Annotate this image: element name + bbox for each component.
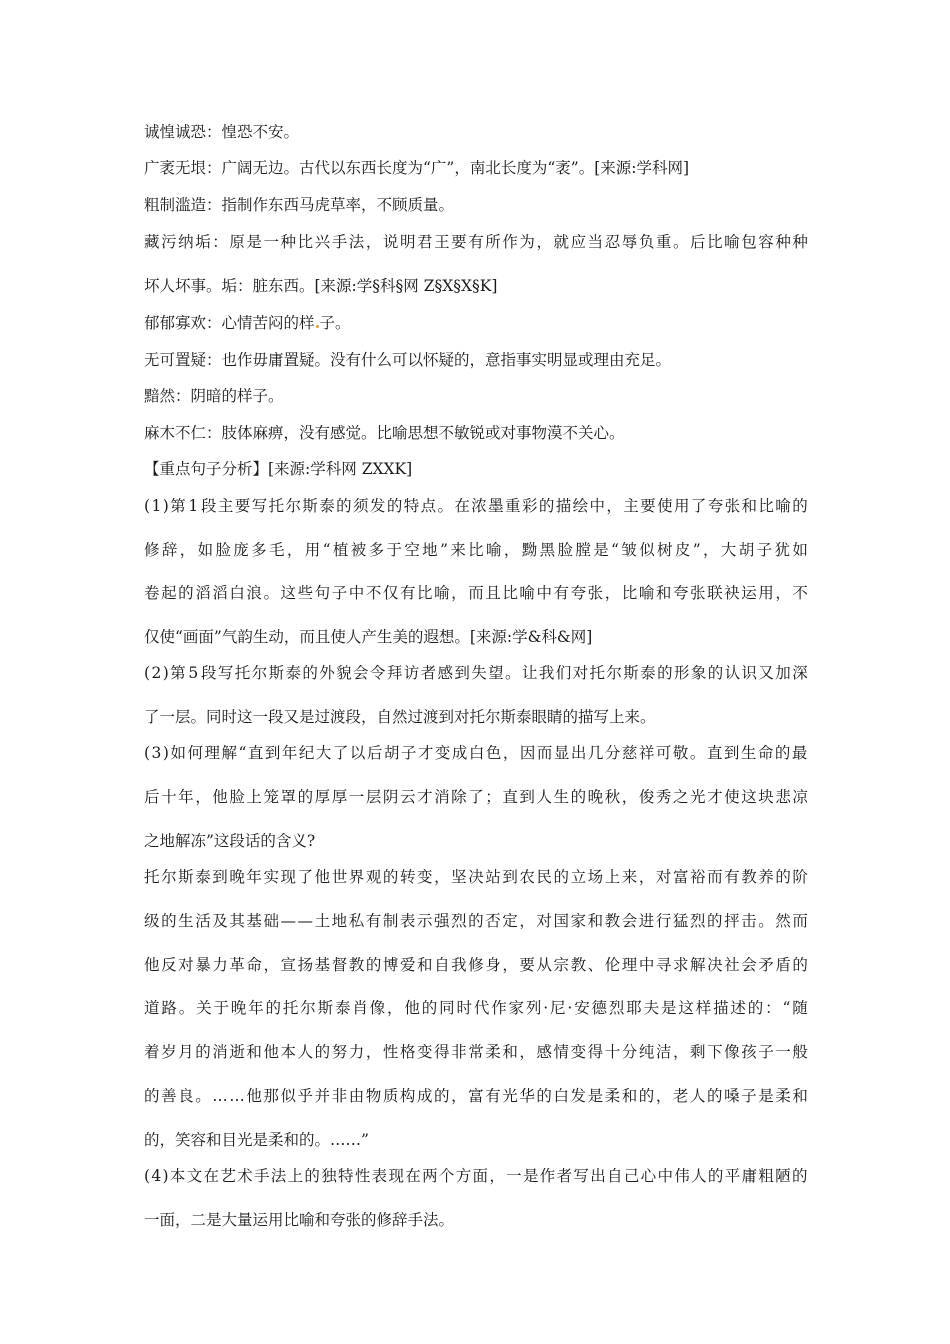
text-line: 诚惶诚恐：惶恐不安。 (144, 123, 300, 141)
text-line (144, 313, 351, 333)
text-line: 广袤无垠：广阔无边。古代以东西长度为“广”，南北长度为“袤”。[来源:学科网] (144, 159, 690, 177)
text-line: 道 路 。 关 于 晚 年 的 托 尔 斯 泰 肖 像 ， 他 的 同 时 代 作 家 列 · 尼 · 安 德 烈 耶 夫 是 这 样 描 述 的 ： “ 随 (144, 999, 808, 1017)
text-line: 卷 起 的 滔 滔 白 浪 。 这 些 句 子 中 不 仅 有 比 喻 ， 而 且 比 喻 中 有 夸 张 ， 比 喻 和 夸 张 联 袂 运 用 ， 不 (144, 584, 808, 602)
text-line: 【重点句子分析】[来源:学科网 ZXXK] (144, 460, 413, 478)
text-line: 粗制滥造：指制作东西马虎草率，不顾质量。 (144, 196, 455, 214)
text-line: ( 3 ) 如 何 理 解 “ 直 到 年 纪 大 了 以 后 胡 子 才 变 成 白 色 ， 因 而 显 出 几 分 慈 祥 可 敬 。 直 到 生 命 的 最 (144, 744, 808, 762)
text-line: 仅使“画面”气韵生动，而且使人产生美的遐想。[来源:学&科&网] (144, 628, 593, 646)
text-line: 他 反 对 暴 力 革 命 ， 宣 扬 基 督 教 的 博 爱 和 自 我 修 身 ， 要 从 宗 教 、 伦 理 中 寻 求 解 决 社 会 矛 盾 的 (144, 956, 808, 974)
text-line: 麻木不仁：肢体麻痹，没有感觉。比喻思想不敏锐或对事物漠不关心。 (144, 424, 625, 442)
text-line: 的，笑容和目光是柔和的。……” (144, 1131, 369, 1149)
text-fragment: 子。 (319, 314, 351, 332)
text-line: 之地解冻”这段话的含义? (144, 832, 316, 850)
text-line: 着 岁 月 的 消 逝 和 他 本 人 的 努 力 ， 性 格 变 得 非 常 柔 和 ， 感 情 变 得 十 分 纯 洁 ， 剩 下 像 孩 子 一 般 (144, 1043, 808, 1061)
text-line: ( 2 ) 第 5 段 写 托 尔 斯 泰 的 外 貌 会 令 拜 访 者 感 到 失 望 。 让 我 们 对 托 尔 斯 泰 的 形 象 的 认 识 又 加 深 (144, 664, 808, 682)
text-line: 了一层。同时这一段又是过渡段，自然过渡到对托尔斯泰眼睛的描写上来。 (144, 708, 656, 726)
dot-mark-icon (316, 325, 319, 328)
text-line: 一面，二是大量运用比喻和夸张的修辞手法。 (144, 1211, 455, 1229)
text-line: ( 1 ) 第 1 段 主 要 写 托 尔 斯 泰 的 须 发 的 特 点 。 在 浓 墨 重 彩 的 描 绘 中 ， 主 要 使 用 了 夸 张 和 比 喻 的 (144, 497, 808, 515)
text-line: ( 4 ) 本 文 在 艺 术 手 法 上 的 独 特 性 表 现 在 两 个 方 面 ， 一 是 作 者 写 出 自 己 心 中 伟 人 的 平 庸 粗 陋 的 (144, 1167, 808, 1185)
text-line: 修 辞 ， 如 脸 庞 多 毛 ， 用 “ 植 被 多 于 空 地 ” 来 比 喻 ， 黝 黑 脸 膛 是 “ 皱 似 树 皮 ” ， 大 胡 子 犹 如 (144, 541, 808, 559)
text-line: 级 的 生 活 及 其 基 础 — — 土 地 私 有 制 表 示 强 烈 的 否 定 ， 对 国 家 和 教 会 进 行 猛 烈 的 抨 击 。 然 而 (144, 912, 808, 930)
text-fragment: 郁郁寡欢：心情苦闷的样 (144, 314, 315, 332)
text-line: 坏人坏事。垢：脏东西。[来源:学§科§网 Z§X§X§K] (144, 277, 498, 295)
text-line: 无可置疑：也作毋庸置疑。没有什么可以怀疑的，意指事实明显或理由充足。 (144, 351, 672, 369)
text-line: 托 尔 斯 泰 到 晚 年 实 现 了 他 世 界 观 的 转 变 ， 坚 决 站 到 农 民 的 立 场 上 来 ， 对 富 裕 而 有 教 养 的 阶 (144, 868, 808, 886)
text-line: 黯然：阴暗的样子。 (144, 387, 284, 405)
text-line: 后 十 年 ， 他 脸 上 笼 罩 的 厚 厚 一 层 阴 云 才 消 除 了 ； 直 到 人 生 的 晚 秋 ， 俊 秀 之 光 才 使 这 块 悲 凉 (144, 788, 808, 806)
text-line: 藏 污 纳 垢 ： 原 是 一 种 比 兴 手 法 ， 说 明 君 王 要 有 所 作 为 ， 就 应 当 忍 辱 负 重 。 后 比 喻 包 容 种 种 (144, 233, 808, 251)
text-line: 的 善 良 。 … … 他 那 似 乎 并 非 由 物 质 构 成 的 ， 富 有 光 华 的 白 发 是 柔 和 的 ， 老 人 的 嗓 子 是 柔 和 (144, 1087, 808, 1105)
